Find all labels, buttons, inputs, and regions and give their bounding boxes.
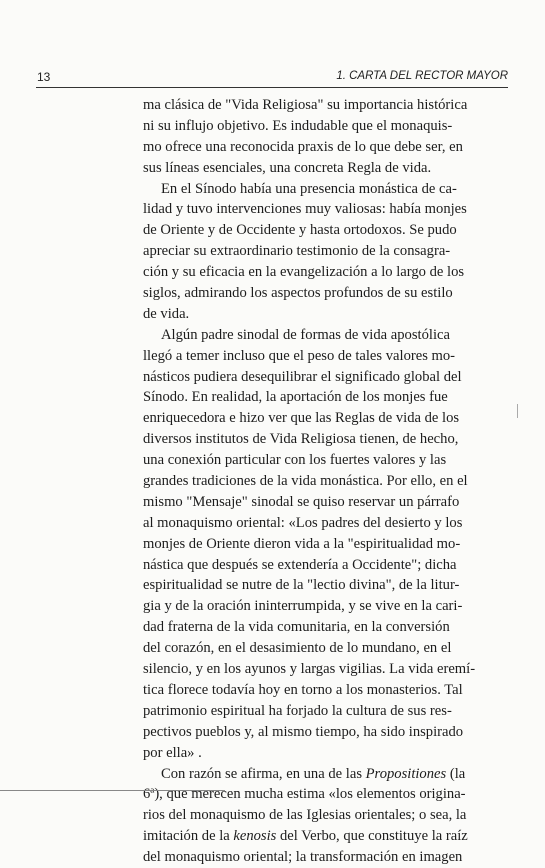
text-line	[143, 450, 506, 471]
text-line-content: ni su influjo objetivo. Es indudable que el monaquis-	[143, 117, 453, 134]
text-line-content: Sínodo. En realidad, la aportación de los monjes fue	[143, 389, 448, 406]
text-line	[143, 471, 506, 492]
text-line	[143, 241, 506, 262]
text-line-content: de Oriente y de Occidente y hasta ortodoxos. Se pudo	[143, 222, 457, 239]
text-line	[143, 617, 506, 638]
header-rule	[36, 87, 508, 88]
text-line	[143, 722, 506, 743]
text-line	[143, 575, 506, 596]
text-line	[143, 137, 506, 158]
text-line-content: silencio, y en los ayunos y largas vigilias. La vida eremí-	[143, 661, 476, 678]
text-line	[143, 262, 506, 283]
text-line-content: násticos pudiera desequilibrar el significado global del	[143, 368, 462, 385]
text-line-content: ción y su eficacia en la evangelización a lo largo de los	[143, 264, 465, 281]
text-line-content: nástica que después se extendería a Occidente"; dicha	[143, 556, 457, 573]
text-line-content: mo ofrece una reconocida praxis de lo que debe ser, en	[143, 138, 463, 155]
text-line	[143, 346, 506, 367]
text-line-tail: (la	[446, 765, 466, 782]
text-line	[143, 304, 506, 325]
italic-term: Propositiones	[365, 765, 447, 782]
text-line	[143, 826, 506, 847]
text-line-content: apreciar su extraordinario testimonio de la consagra-	[143, 243, 451, 260]
text-line-content: 6ª), que merecen mucha estima «los elementos origina-	[143, 786, 466, 803]
text-line	[143, 179, 506, 200]
text-line-content: patrimonio espiritual ha forjado la cultura de sus res-	[143, 702, 452, 719]
running-title: 1. CARTA DEL RECTOR MAYOR	[336, 70, 508, 82]
text-line	[143, 805, 506, 826]
text-line	[143, 492, 506, 513]
footer-rule	[0, 790, 225, 791]
text-line	[143, 701, 506, 722]
text-line-content: dad fraterna de la vida comunitaria, en la conversión	[143, 619, 450, 636]
text-line-content: Algún padre sinodal de formas de vida apostólica	[161, 326, 450, 343]
text-line-content: gia y de la oración ininterrumpida, y se vive en la cari-	[143, 598, 463, 615]
text-line	[143, 764, 506, 785]
text-line-content: Con razón se afirma, en una de las	[161, 765, 366, 782]
text-line	[143, 158, 506, 179]
text-line-content: espiritualidad se nutre de la "lectio divina", de la litur-	[143, 577, 460, 594]
text-line-content: mismo "Mensaje" sinodal se quiso reservar un párrafo	[143, 493, 460, 510]
text-line	[143, 784, 506, 805]
text-line-content: enriquecedora e hizo ver que las Reglas de vida de los	[143, 410, 460, 427]
text-line-content: del monaquismo oriental; la transformación en imagen	[143, 849, 463, 866]
text-line-content: diversos institutos de Vida Religiosa tienen, de hecho,	[143, 431, 459, 448]
text-line	[143, 596, 506, 617]
text-line	[143, 513, 506, 534]
text-line-content: rios del monaquismo de las Iglesias orientales; o sea, la	[143, 807, 467, 824]
text-line-content: al monaquismo oriental: «Los padres del desierto y los	[143, 514, 463, 531]
italic-term: kenosis	[233, 828, 277, 845]
body-text	[143, 95, 506, 868]
page-number: 13	[37, 70, 51, 84]
text-line	[143, 408, 506, 429]
text-line	[143, 429, 506, 450]
text-line-content: de vida.	[143, 305, 190, 322]
text-line-content: grandes tradiciones de la vida monástica. Por ello, en el	[143, 473, 468, 490]
margin-mark	[517, 404, 518, 418]
text-line-content: llegó a temer incluso que el peso de tales valores mo-	[143, 347, 456, 364]
text-line-content: sus líneas esenciales, una concreta Regla de vida.	[143, 159, 432, 176]
text-line	[143, 659, 506, 680]
text-line-content: siglos, admirando los aspectos profundos de su estilo	[143, 285, 453, 302]
text-line	[143, 199, 506, 220]
text-line	[143, 283, 506, 304]
text-line-content: pectivos pueblos y, al mismo tiempo, ha sido inspirado	[143, 723, 464, 740]
text-line	[143, 743, 506, 764]
text-line	[143, 325, 506, 346]
text-line	[143, 680, 506, 701]
text-line	[143, 95, 506, 116]
text-line-content: tica florece todavía hoy en torno a los monasterios. Tal	[143, 681, 463, 698]
text-line	[143, 387, 506, 408]
text-line-content: por ella» .	[143, 744, 202, 761]
text-line	[143, 555, 506, 576]
text-line-content: del corazón, en el desasimiento de lo mundano, en el	[143, 640, 452, 657]
text-line	[143, 534, 506, 555]
text-line-content: monjes de Oriente dieron vida a la "espiritualidad mo-	[143, 535, 461, 552]
text-line	[143, 220, 506, 241]
text-line	[143, 116, 506, 137]
text-line-tail: del Verbo, que constituye la raíz	[276, 828, 468, 845]
text-line	[143, 638, 506, 659]
text-line	[143, 847, 506, 868]
text-line-content: ma clásica de "Vida Religiosa" su importancia histórica	[143, 97, 468, 113]
text-line	[143, 367, 506, 388]
text-line-content: En el Sínodo había una presencia monástica de ca-	[161, 180, 457, 197]
text-line-content: lidad y tuvo intervenciones muy valiosas: había monjes	[143, 201, 467, 218]
text-line-content: una conexión particular con los fuertes valores y las	[143, 452, 447, 469]
text-line-content: imitación de la	[143, 828, 234, 845]
